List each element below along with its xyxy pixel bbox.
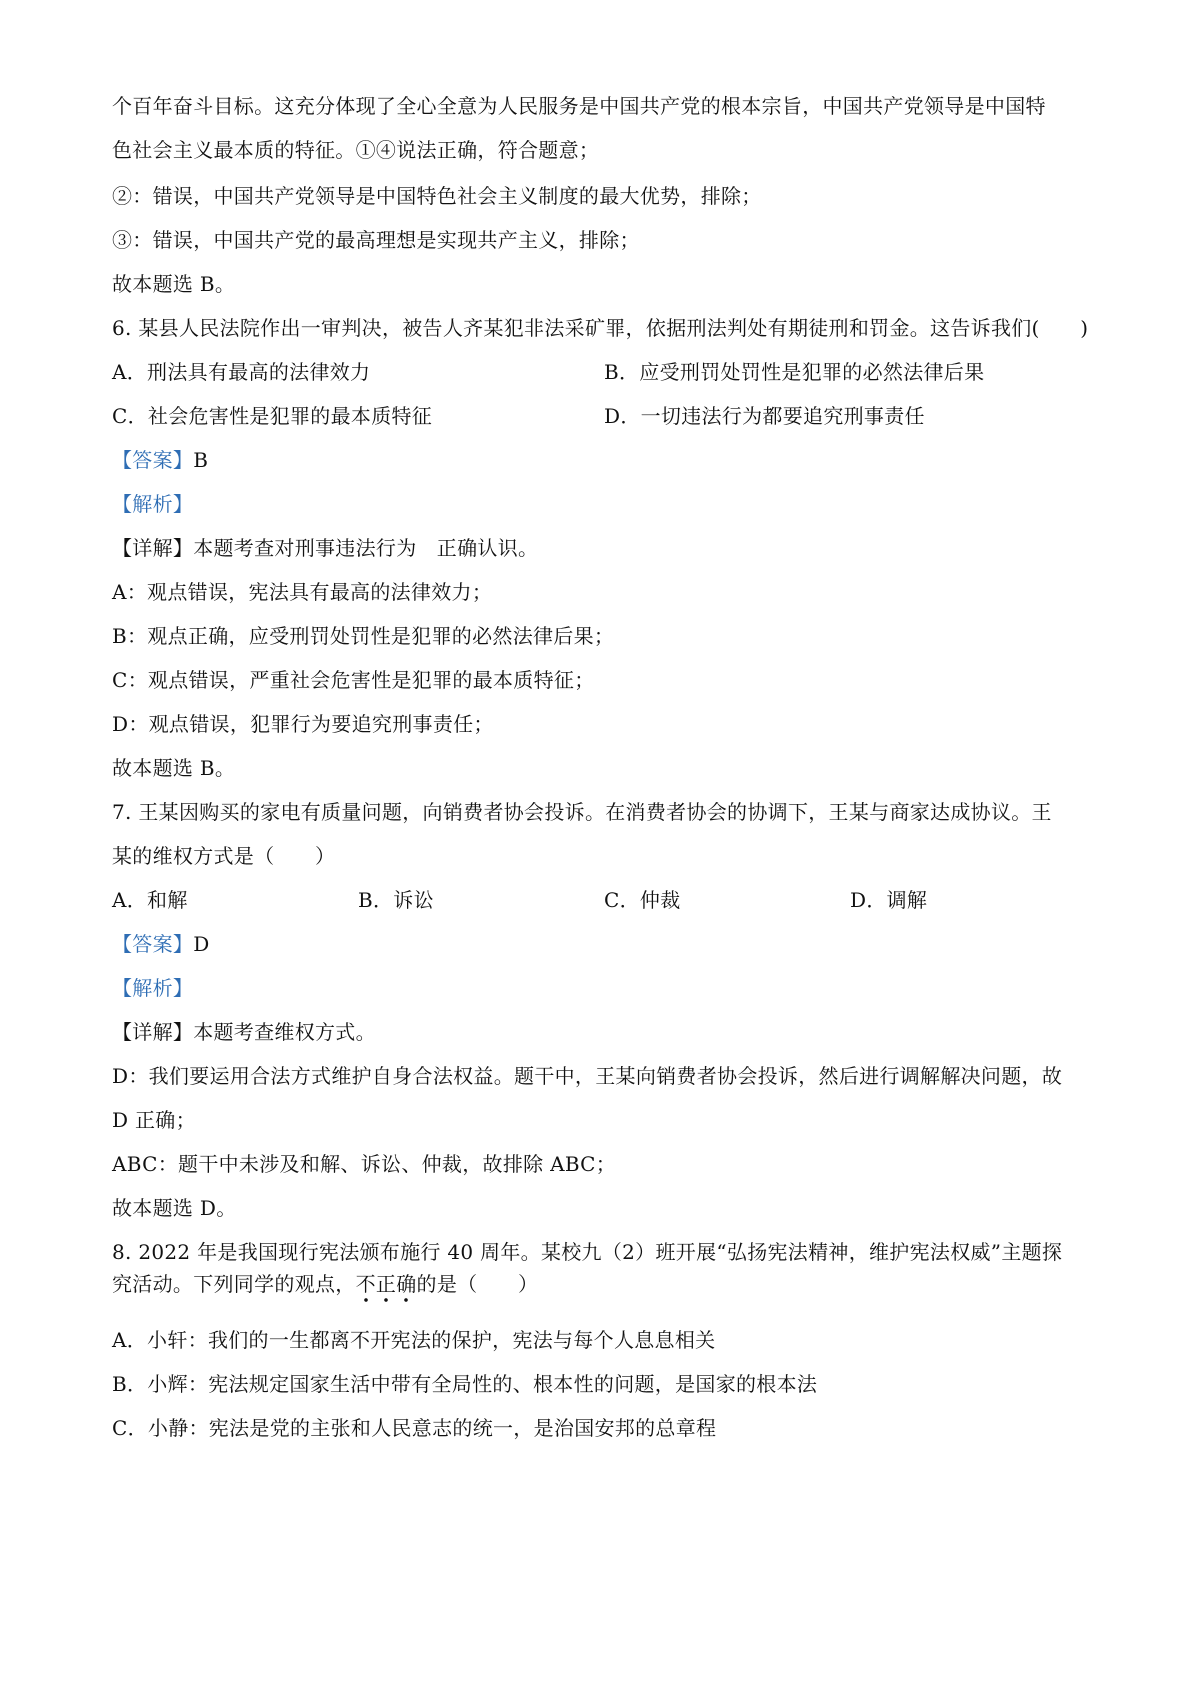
q7-stem-line-2: 某的维权方式是（ ） bbox=[112, 844, 336, 868]
q7-stem-line-1: 7. 王某因购买的家电有质量问题，向销费者协会投诉。在消费者协会的协调下，王某与商家达成协议。王 bbox=[112, 800, 1052, 824]
q6-answer bbox=[112, 446, 1102, 474]
q6-conclusion: 故本题选 B。 bbox=[112, 756, 236, 780]
q6-analysis-a: A：观点错误，宪法具有最高的法律效力； bbox=[112, 580, 493, 604]
q7-option-b: B．诉讼 bbox=[358, 888, 434, 912]
q7-answer-value: D bbox=[193, 932, 210, 956]
q7-answer-label: 【答案】 bbox=[112, 932, 194, 956]
q7-conclusion: 故本题选 D。 bbox=[112, 1196, 237, 1220]
q8-option-c: C．小静：宪法是党的主张和人民意志的统一，是治国安邦的总章程 bbox=[112, 1416, 717, 1440]
q6-analysis-label: 【解析】 bbox=[112, 492, 194, 516]
prev-continuation-line-2: 色社会主义最本质的特征。①④说法正确，符合题意； bbox=[112, 138, 600, 162]
q8-stem-post: 的是（ ） bbox=[416, 1272, 539, 1296]
q6-option-a: A．刑法具有最高的法律效力 bbox=[112, 360, 371, 384]
q7-answer bbox=[112, 930, 1102, 958]
q7-analysis-line-3: ABC：题干中未涉及和解、诉讼、仲裁，故排除 ABC； bbox=[112, 1152, 617, 1176]
q6-analysis-b: B：观点正确，应受刑罚处罚性是犯罪的必然法律后果； bbox=[112, 624, 615, 648]
q8-stem-pre: 究活动。下列同学的观点， bbox=[112, 1272, 356, 1296]
prev-continuation-line-1: 个百年奋斗目标。这充分体现了全心全意为人民服务是中国共产党的根本宗旨，中国共产党领导是中国特 bbox=[112, 94, 1046, 118]
q6-option-c: C．社会危害性是犯罪的最本质特征 bbox=[112, 404, 433, 428]
q8-stem-emphasis: 不正确 bbox=[356, 1272, 417, 1304]
q6-option-d: D．一切违法行为都要追究刑事责任 bbox=[604, 404, 925, 428]
q7-option-d: D．调解 bbox=[850, 888, 928, 912]
q8-stem-line-1: 8. 2022 年是我国现行宪法颁布施行 40 周年。某校九（2）班开展“弘扬宪法精神，维护宪法权威”主题探 bbox=[112, 1240, 1063, 1264]
q7-analysis-label: 【解析】 bbox=[112, 976, 194, 1000]
prev-statement-2: ②：错误，中国共产党领导是中国特色社会主义制度的最大优势，排除； bbox=[112, 184, 762, 208]
q8-option-a: A．小轩：我们的一生都离不开宪法的保护，宪法与每个人息息相关 bbox=[112, 1328, 716, 1352]
q6-answer-label: 【答案】 bbox=[112, 448, 194, 472]
q6-answer-value: B bbox=[193, 448, 209, 472]
q6-stem: 6. 某县人民法院作出一审判决，被告人齐某犯非法采矿罪，依据刑法判处有期徒刑和罚金。这告诉我们( ) bbox=[112, 316, 1089, 340]
q8-stem-line-2 bbox=[112, 1270, 1102, 1298]
q6-analysis-d: D：观点错误，犯罪行为要追究刑事责任； bbox=[112, 712, 494, 736]
q7-option-a: A．和解 bbox=[112, 888, 188, 912]
q8-option-b: B．小辉：宪法规定国家生活中带有全局性的、根本性的问题，是国家的根本法 bbox=[112, 1372, 818, 1396]
q7-analysis-line-1: D：我们要运用合法方式维护自身合法权益。题干中，王某向销费者协会投诉，然后进行调解解决问题，故 bbox=[112, 1064, 1063, 1088]
prev-conclusion: 故本题选 B。 bbox=[112, 272, 236, 296]
q6-detail: 【详解】本题考查对刑事违法行为 正确认识。 bbox=[112, 536, 539, 560]
q7-analysis-line-2: D 正确； bbox=[112, 1108, 196, 1132]
q7-detail: 【详解】本题考查维权方式。 bbox=[112, 1020, 376, 1044]
prev-statement-3: ③：错误，中国共产党的最高理想是实现共产主义，排除； bbox=[112, 228, 640, 252]
q7-option-c: C．仲裁 bbox=[604, 888, 681, 912]
q6-option-b: B．应受刑罚处罚性是犯罪的必然法律后果 bbox=[604, 360, 985, 384]
q6-analysis-c: C：观点错误，严重社会危害性是犯罪的最本质特征； bbox=[112, 668, 595, 692]
